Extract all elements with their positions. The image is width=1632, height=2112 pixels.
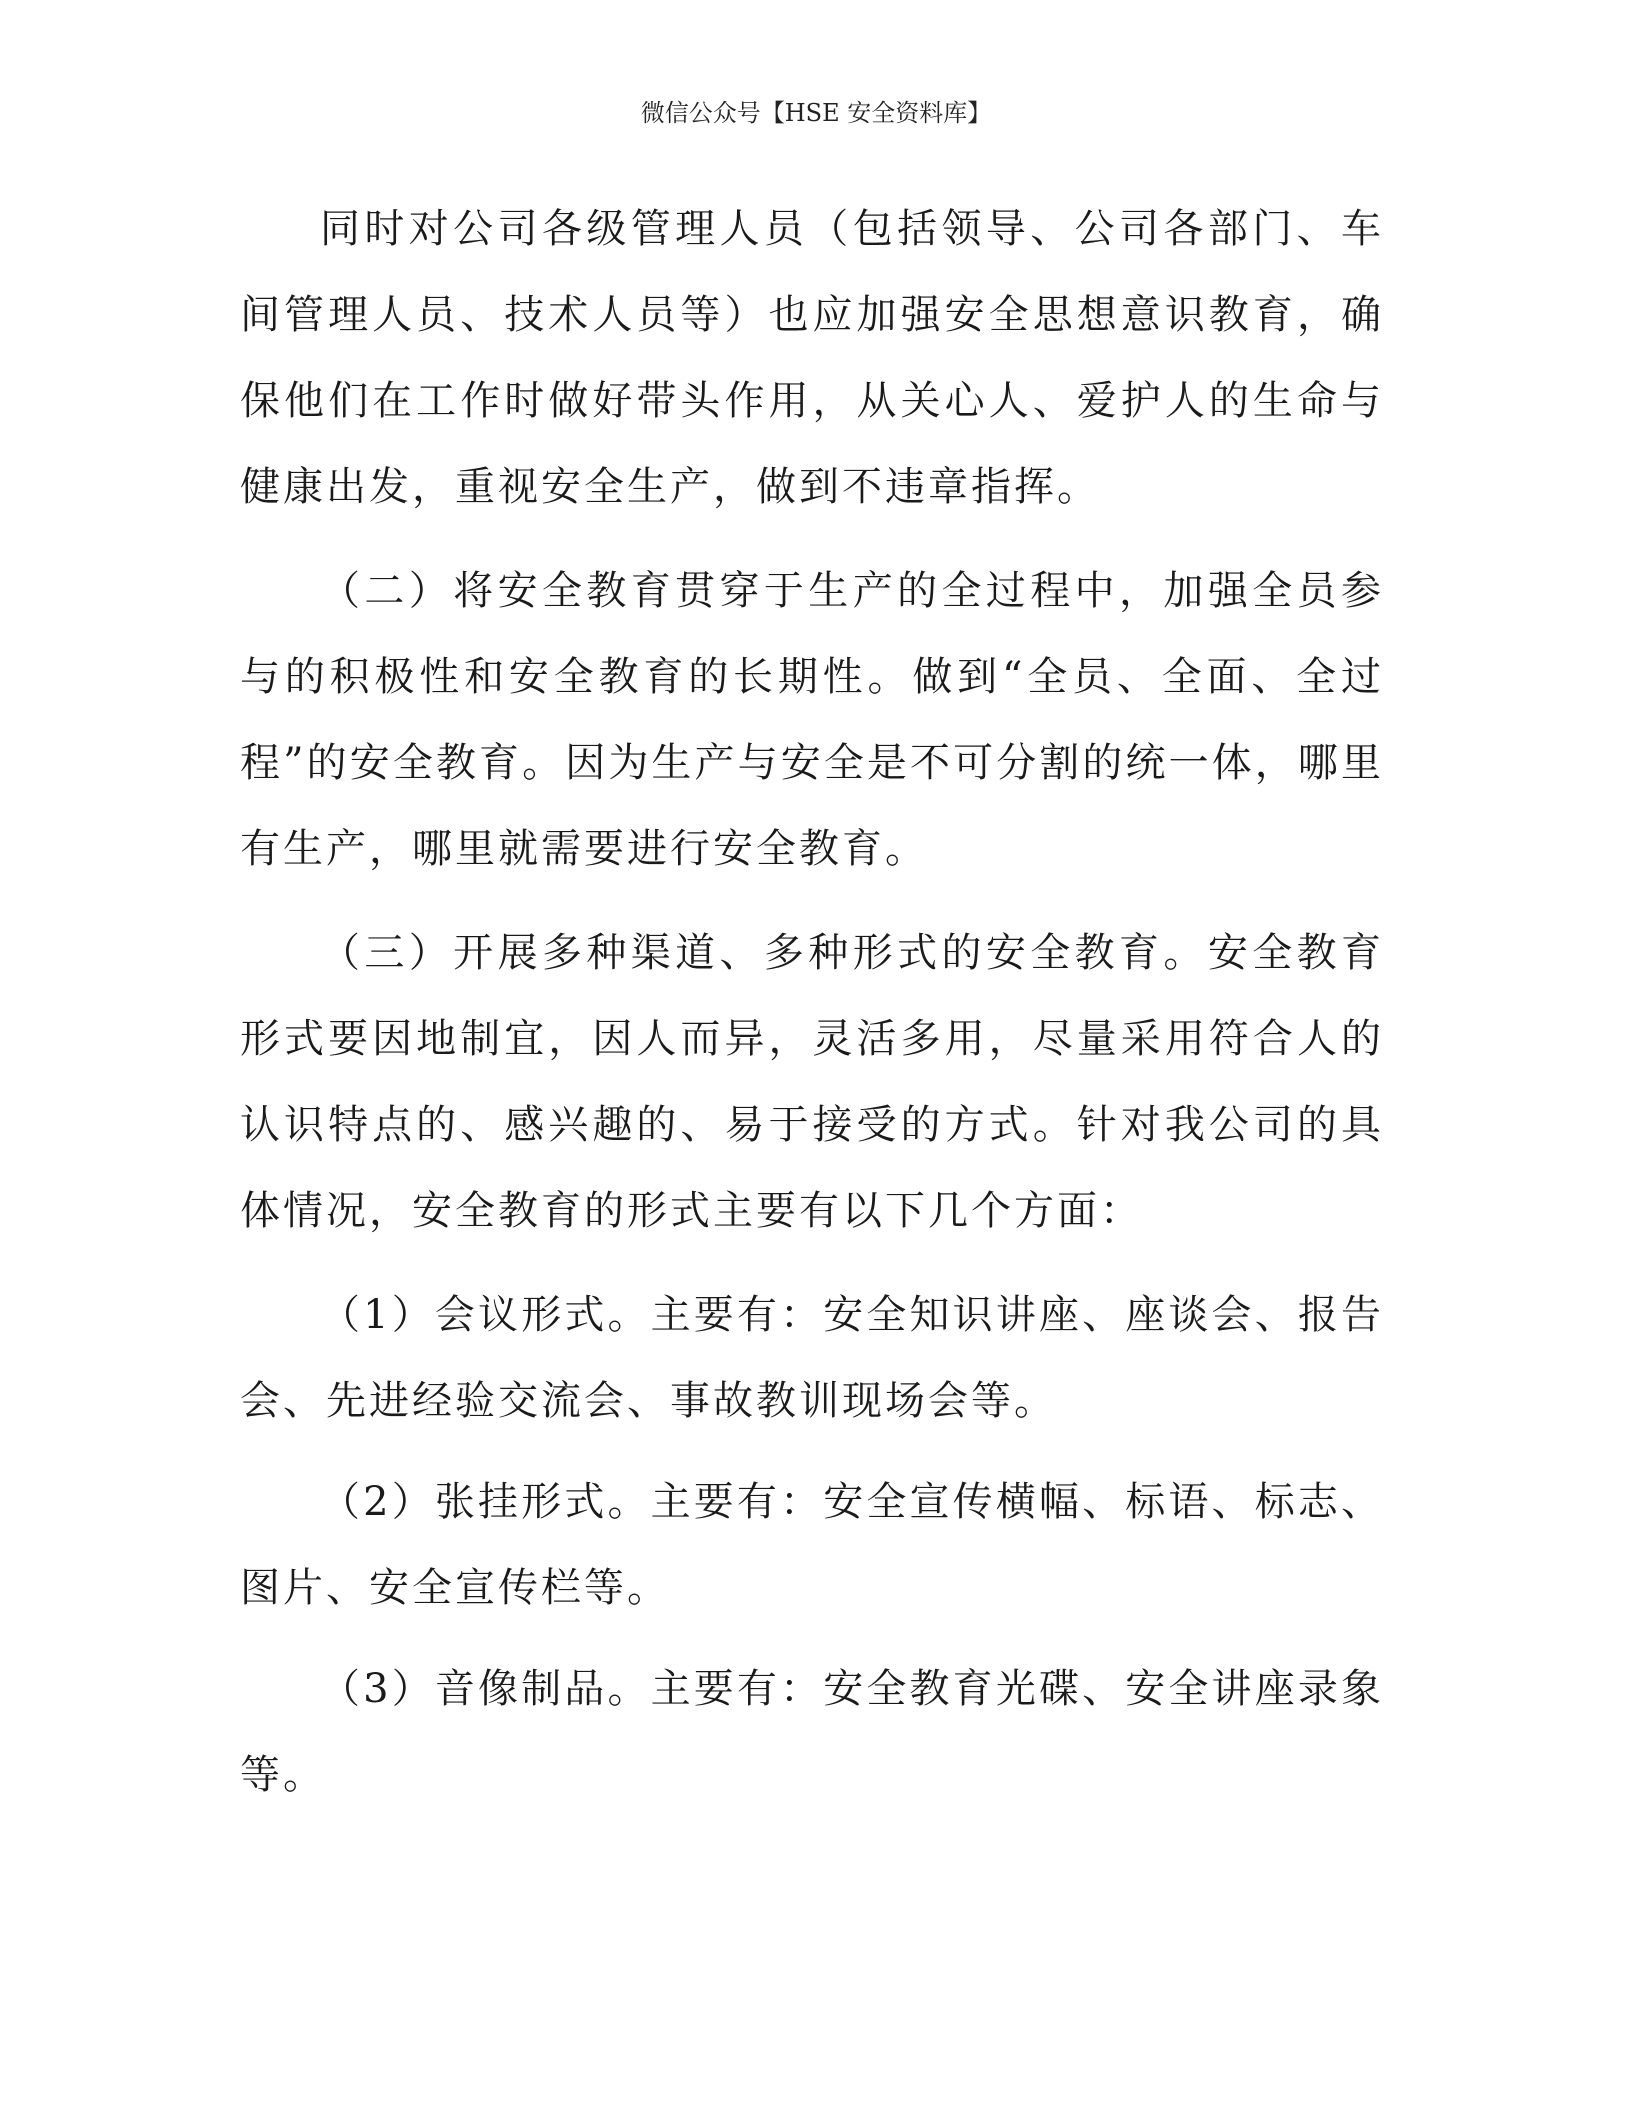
list-item-posting-form: （2）张挂形式。主要有：安全宣传横幅、标语、标志、图片、安全宣传栏等。 [240,1479,1384,1611]
list-item-meeting-form: （1）会议形式。主要有：安全知识讲座、座谈会、报告会、先进经验交流会、事故教训现场会等。 [240,1292,1384,1424]
list-item-audio-video: （3）音像制品。主要有：安全教育光碟、安全讲座录象等。 [240,1666,1384,1798]
paragraph-management-education: 同时对公司各级管理人员（包括领导、公司各部门、车间管理人员、技术人员等）也应加强安全思想意识教育，确保他们在工作时做好带头作用，从关心人、爱护人的生命与健康出发，重视安全生产，做到不违章指挥。 [240,206,1384,510]
document-body [240,186,1384,1818]
paragraph-whole-process-education: （二）将安全教育贯穿于生产的全过程中，加强全员参与的积极性和安全教育的长期性。做到“全员、全面、全过程”的安全教育。因为生产与安全是不可分割的统一体，哪里有生产，哪里就需要进行安全教育。 [240,568,1384,872]
paragraph-multiple-forms: （三）开展多种渠道、多种形式的安全教育。安全教育形式要因地制宜，因人而异，灵活多用，尽量采用符合人的认识特点的、感兴趣的、易于接受的方式。针对我公司的具体情况，安全教育的形式主要有以下几个方面： [240,930,1384,1234]
page-header: 微信公众号【HSE 安全资料库】 [640,99,992,127]
